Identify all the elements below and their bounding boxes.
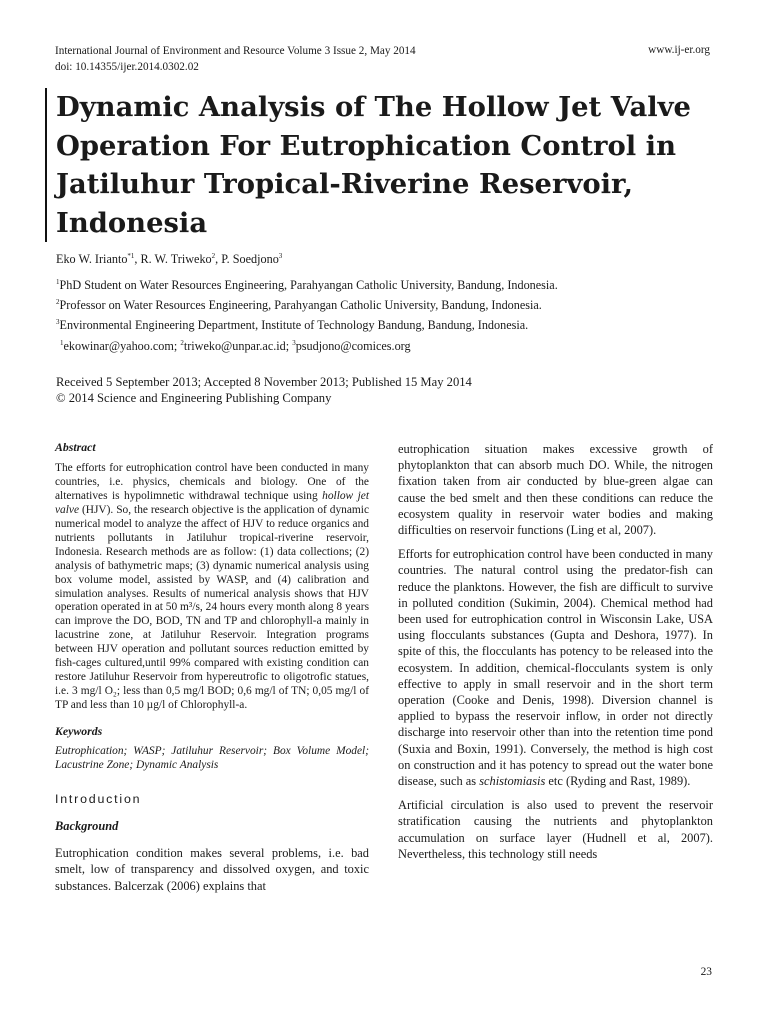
author-emails <box>60 339 411 354</box>
email-link[interactable]: triweko@unpar.ac.id; <box>183 339 293 354</box>
background-heading: Background <box>55 819 119 834</box>
affiliation-text: PhD Student on Water Resources Engineering, Parahyangan Catholic University, Bandung, Indonesia. <box>59 278 558 293</box>
author-name: R. W. Triweko <box>140 252 212 267</box>
received-line: Received 5 September 2013; Accepted 8 November 2013; Published 15 May 2014 <box>56 375 472 389</box>
affiliation-sup: 2 <box>56 298 60 306</box>
running-header <box>55 44 416 75</box>
email-link[interactable]: psudjono@comices.org <box>295 339 411 354</box>
paper-title: Dynamic Analysis of The Hollow Jet Valve Operation For Eutrophication Control in Jatiluhur Tropical-Riverine Reservoir, Indonesia <box>56 91 691 239</box>
author-list <box>56 252 282 267</box>
abstract-text-part: (HJV). So, the research objective is the application of dynamic numerical model to analyze the affect of HJV to reduce organics and nutrients pollutants in Jatiluhur tropical-riverine reservoir, Indonesia. Research methods are as follow: (1) data collections; (2) analysis of bathymetric maps; (3) dynamic numerical analysis using box volume model, assisted by WASP, and (4) calibration and simulation analyses. Results of numerical analysis shows that HJV operation operated in at 50 m³/s, 24 hours every month along 8 years can improve the DO, BOD, TN and TP and chlorophyll-a mainly in lacustrine zone, at Jatiluhur Reservoir. Integration programs between HJV operation and pollutant sources reduction emitted by fish-cages cultured,until 99% compared with existing condition can restore Jatiluhur Reservoir from hypereutrofic to oligotrofic statues, i.e. 3 mg/l O₂; less than 0,5 mg/l BOD; 0,6 mg/l of TN; 0,05 mg/l of TP and less than 10 µg/l of Chlorophyll-a. <box>55 504 369 711</box>
doi-line: doi: 10.14355/ijer.2014.0302.02 <box>55 60 199 73</box>
email-sup: 1 <box>60 339 64 347</box>
affiliation-1 <box>56 278 558 293</box>
right-column <box>398 441 713 870</box>
introduction-paragraph: Eutrophication condition makes several problems, i.e. bad smelt, low of transparency and dissolved oxygen, and toxic substances. Balcerzak (2006) explains that <box>55 845 369 893</box>
abstract-text <box>55 462 369 712</box>
affiliation-2 <box>56 298 542 313</box>
email-sup: 2 <box>180 339 184 347</box>
title-rule <box>45 88 47 242</box>
journal-website: www.ij-er.org <box>648 44 710 56</box>
author-sup: *1 <box>127 252 135 260</box>
copyright-line: © 2014 Science and Engineering Publishing Company <box>56 391 332 405</box>
body-text-part: etc (Ryding and Rast, 1989). <box>545 774 691 789</box>
author-sup: 2 <box>211 252 216 260</box>
abstract-text-part: The efforts for eutrophication control have been conducted in many countries, i.e. physics, chemicals and biology. One of the alternatives is hypolimnetic withdrawal technique using <box>55 462 369 503</box>
abstract-italic-term: hollow jet valve <box>55 490 369 517</box>
body-paragraph <box>398 546 713 789</box>
affiliation-sup: 1 <box>56 278 60 286</box>
body-text-part: Efforts for eutrophication control have been conducted in many countries. The natural control using the predator-fish can reduce the planktons. However, the fish are difficult to survive in polluted condition (Sukimin, 2004). Chemical method had been used for eutrophication control in Wisconsin Lake, USA using flocculants substances (Gupta and Deshora, 1977). In spite of this, the flocculants has potency to be released into the ecosystem. In addition, chemical-flocculants system is only effective to apply in small reservoir and in the short term operation (Cooke and Denis, 1998). Diversion channel is applied to bypass the reservoir inflow, in order not directly discharge into reservoir other than into the retention time pond (Suxia and Boxin, 1991). Conversely, the method is high cost on construction and it has potency to spread out the water bone disease, such as <box>398 547 713 789</box>
abstract-heading: Abstract <box>55 440 96 454</box>
email-link[interactable]: ekowinar@yahoo.com; <box>63 339 181 354</box>
body-italic-term: schistomiasis <box>479 774 546 789</box>
left-column <box>55 440 369 894</box>
affiliation-text: Professor on Water Resources Engineering, Parahyangan Catholic University, Bandung, Indonesia. <box>59 298 542 313</box>
body-paragraph: Artificial circulation is also used to prevent the reservoir stratification causing the nutrients and phytoplankton accumulation on surface layer (Hudnell et al, 2007). Nevertheless, this technology still needs <box>398 798 713 861</box>
keywords-text: Eutrophication; WASP; Jatiluhur Reservoir; Box Volume Model; Lacustrine Zone; Dynamic Analysis <box>55 745 369 772</box>
affiliation-text: Environmental Engineering Department, Institute of Technology Bandung, Bandung, Indonesia. <box>59 318 529 333</box>
author-separator: , <box>215 252 222 267</box>
publication-dates <box>56 374 472 406</box>
page-number: 23 <box>700 966 712 978</box>
keywords-heading: Keywords <box>55 723 103 738</box>
author-name: P. Soedjono <box>221 252 279 267</box>
body-paragraph: eutrophication situation makes excessive growth of phytoplankton that can absorb much DO. While, the nitrogen fixation taken from air conducted by blue-green algae can cause the bed smelt and then these conditions can reduce the ecosystem quality in reservoir water bodies and making difficulties on reservoir functions (Ling et al, 2007). <box>398 442 713 538</box>
author-name: Eko W. Irianto <box>56 252 128 267</box>
email-sup: 3 <box>292 339 296 347</box>
author-separator: , <box>134 252 141 267</box>
author-sup: 3 <box>278 252 283 260</box>
introduction-heading: Introduction <box>55 791 142 806</box>
affiliation-3 <box>56 318 528 333</box>
journal-line: International Journal of Environment and Resource Volume 3 Issue 2, May 2014 <box>55 45 416 57</box>
affiliation-sup: 3 <box>56 318 60 326</box>
